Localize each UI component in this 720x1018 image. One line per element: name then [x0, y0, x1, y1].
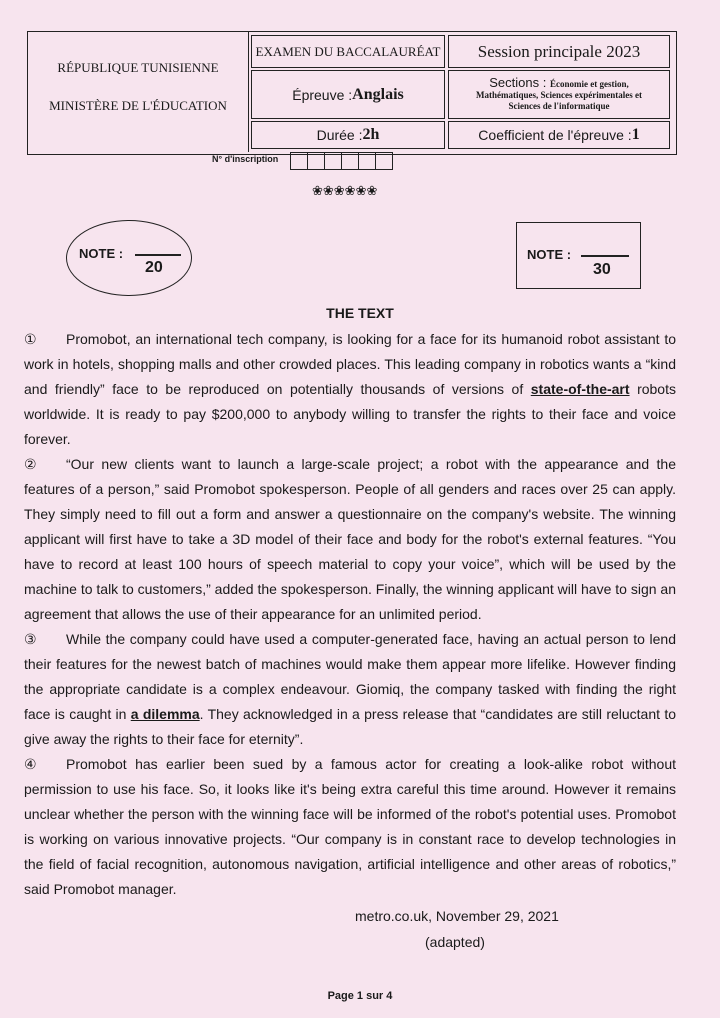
- note-label: NOTE :: [79, 246, 124, 261]
- paragraph-1: ① Promobot, an international tech company, is looking for a face for its humanoid robot assistant to work in hotels, shopping malls and other crowded places. This leading company in robotics wants a “kind and friendly” face to be reproduced on potentially thousands of versions of state-of-the-art robots worldwide. It is ready to pay $200,000 to anybody willing to transfer the rights to their face and voice forever.: [24, 327, 676, 452]
- source-citation: metro.co.uk, November 29, 2021: [355, 908, 559, 924]
- duree-value: 2h: [362, 126, 380, 143]
- paragraph-4: ④ Promobot has earlier been sued by a famous actor for creating a look-alike robot without permission to use his face. So, it looks like it's being extra careful this time around. However it remains unclear whether the person with the winning face will be informed of the robot's potential uses. Promobot is working on various innovative projects. “Our company is in constant race to develop technologies in the field of facial recognition, autonomous navigation, artificial intelligence and other areas of robotics,” said Promobot manager.: [24, 752, 676, 902]
- exam-title: EXAMEN DU BACCALAURÉAT: [251, 35, 445, 68]
- registration-digit-box[interactable]: [290, 152, 308, 170]
- page-number: Page 1 sur 4: [327, 990, 393, 1002]
- epreuve-field: [251, 70, 445, 119]
- paragraph-number: ②: [24, 456, 37, 472]
- text-title: THE TEXT: [326, 305, 394, 321]
- registration-digit-box[interactable]: [324, 152, 342, 170]
- reading-text: [24, 327, 676, 902]
- coefficient-value: 1: [631, 126, 640, 143]
- sections-line2: Mathématiques, Sciences expérimentales et: [476, 90, 642, 100]
- registration-boxes[interactable]: [290, 152, 392, 170]
- registration-digit-box[interactable]: [358, 152, 376, 170]
- highlighted-word: a dilemma: [130, 706, 200, 722]
- paragraph-3: ③ While the company could have used a computer-generated face, having an actual person to lend their features for the newest batch of machines would make them appear more lifelike. However finding the appropriate candidate is a complex endeavour. Giomiq, the company tasked with finding the right face is caught in a dilemma. They acknowledged in a press release that “candidates are still reluctant to give away the rights to their face for eternity”.: [24, 627, 676, 752]
- adapted-note: (adapted): [425, 934, 485, 950]
- sections-line3: Sciences de l'informatique: [508, 101, 610, 111]
- duree-field: [251, 121, 445, 149]
- registration-digit-box[interactable]: [307, 152, 325, 170]
- ministry-label: MINISTÈRE DE L'ÉDUCATION: [49, 98, 227, 113]
- epreuve-value: Anglais: [352, 85, 404, 103]
- registration-label: N° d'inscription: [212, 154, 279, 164]
- paragraph-2: ② “Our new clients want to launch a large-scale project; a robot with the appearance and the features of a person,” said Promobot spokesperson. People of all genders and races over 25 can apply. They simply need to fill out a form and answer a questionnaire on the company's website. The winning applicant will first have to take a 3D model of their face and body for the robot's external features. “You have to record at least 100 hours of speech material to copy your voice”, which will be used by the machine to talk to customers,” added the spokesperson. Finally, the winning applicant will have to sign an agreement that allows the use of their appearance for an unlimited period.: [24, 452, 676, 627]
- note-fraction-line: [135, 254, 181, 256]
- note-denominator: 30: [593, 261, 611, 278]
- paragraph-number: ③: [24, 631, 37, 647]
- sections-field: [448, 70, 670, 119]
- epreuve-label: Épreuve :: [292, 86, 353, 103]
- note-denominator: 20: [145, 259, 163, 276]
- republic-label: RÉPUBLIQUE TUNISIENNE: [57, 60, 219, 75]
- duree-label: Durée :: [316, 127, 363, 143]
- coefficient-label: Coefficient de l'épreuve :: [478, 127, 632, 143]
- registration-digit-box[interactable]: [375, 152, 393, 170]
- coefficient-field: [448, 121, 670, 149]
- highlighted-word: state-of-the-art: [530, 381, 630, 397]
- header-left-panel: [28, 32, 249, 152]
- registration-digit-box[interactable]: [341, 152, 359, 170]
- session-title: Session principale 2023: [448, 35, 670, 68]
- sections-label: Sections :: [489, 75, 550, 90]
- paragraph-number: ①: [24, 331, 37, 347]
- note-fraction-line: [581, 255, 629, 257]
- sections-line1: Économie et gestion,: [549, 79, 629, 89]
- note-oval: [66, 220, 192, 296]
- paragraph-number: ④: [24, 756, 37, 772]
- ornament-divider: ❀❀❀❀❀❀: [312, 183, 378, 198]
- note-box: [516, 222, 641, 289]
- note-label: NOTE :: [527, 247, 572, 262]
